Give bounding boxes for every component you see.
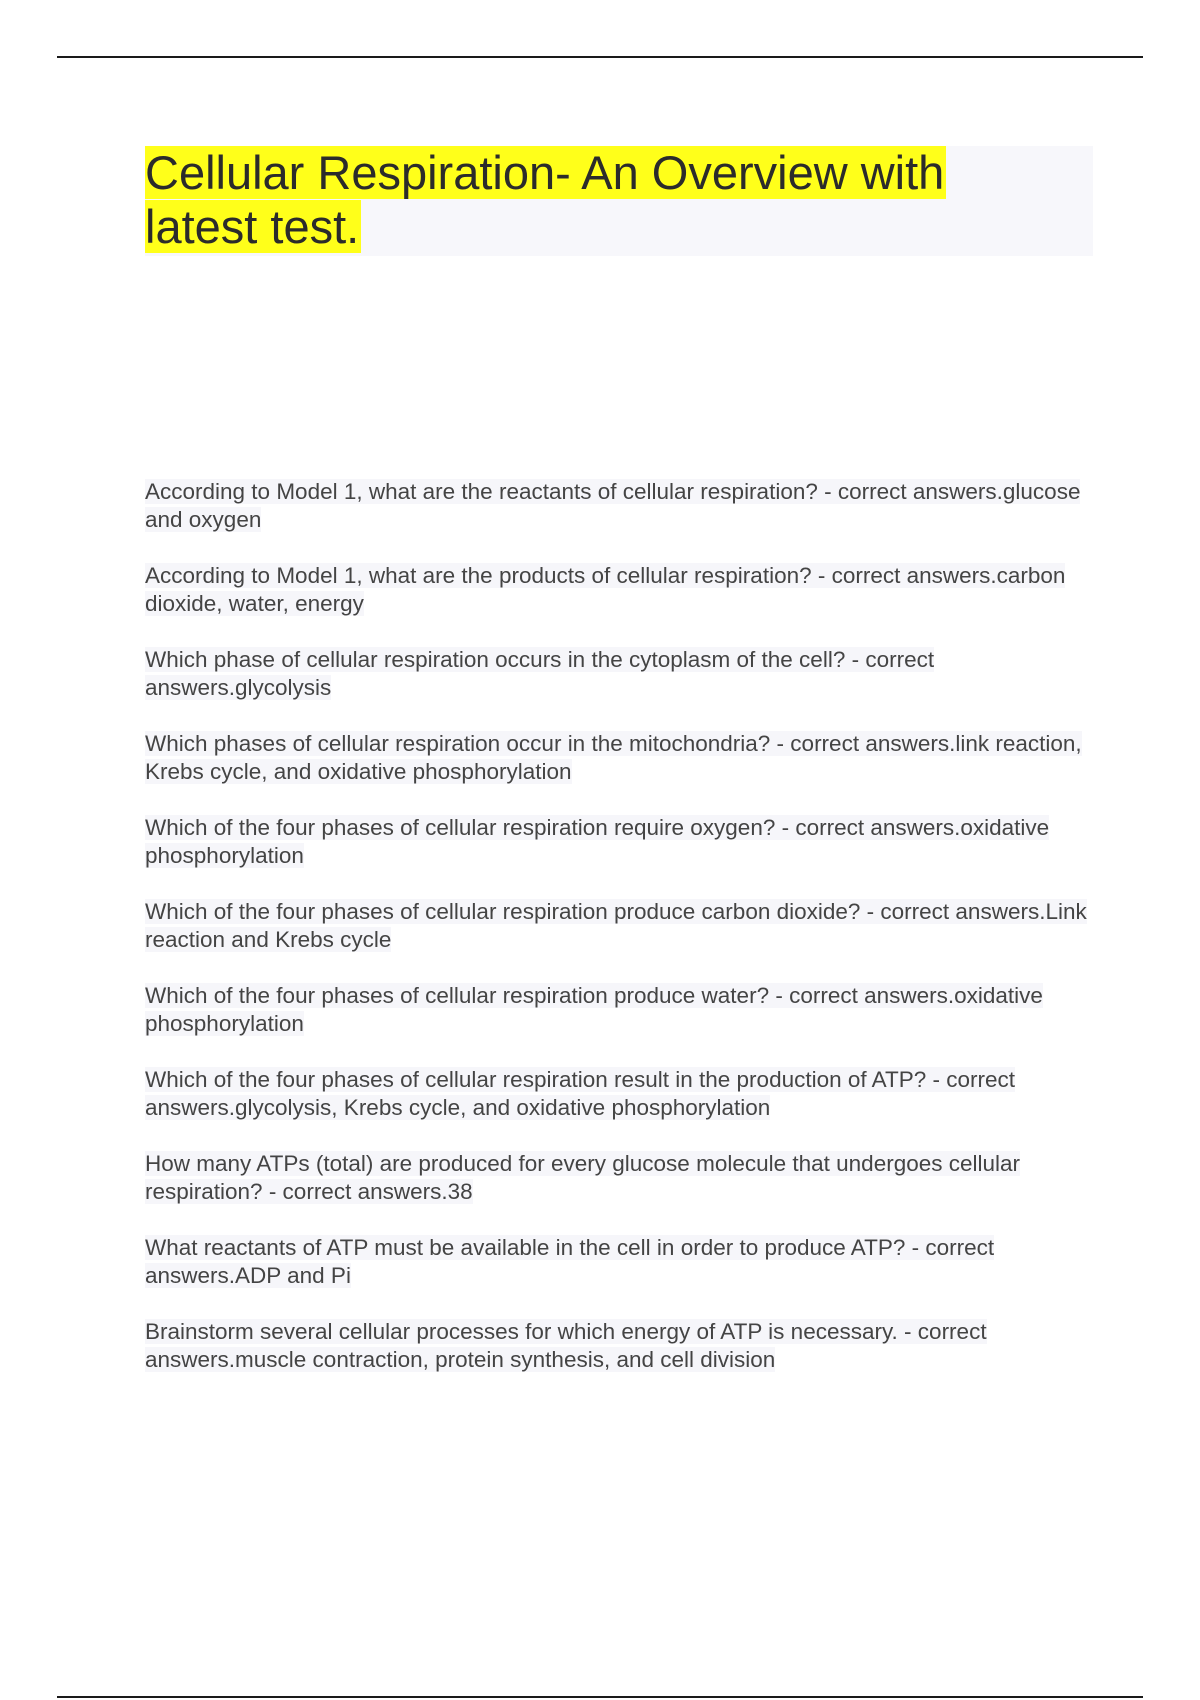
qa-item-2: According to Model 1, what are the products of cellular respiration? - correct answers.carbon dioxide, water, energy <box>145 563 1066 616</box>
title-highlight: Cellular Respiration- An Overview with latest test. <box>145 146 945 253</box>
qa-item-5: Which of the four phases of cellular respiration require oxygen? - correct answers.oxidative phosphorylation <box>145 815 1050 868</box>
qa-item-4: Which phases of cellular respiration occur in the mitochondria? - correct answers.link reaction, Krebs cycle, and oxidative phosphorylation <box>145 731 1082 784</box>
qa-item-8: Which of the four phases of cellular respiration result in the production of ATP? - correct answers.glycolysis, Krebs cycle, and oxidative phosphorylation <box>145 1067 1016 1120</box>
qa-item-11: Brainstorm several cellular processes for which energy of ATP is necessary. - correct answers.muscle contraction, protein synthesis, and cell division <box>145 1319 987 1372</box>
qa-item-6: Which of the four phases of cellular respiration produce carbon dioxide? - correct answers.Link reaction and Krebs cycle <box>145 899 1087 952</box>
qa-item-1: According to Model 1, what are the reactants of cellular respiration? - correct answers.glucose and oxygen <box>145 479 1081 532</box>
bottom-rule <box>57 1696 1143 1698</box>
qa-item-10: What reactants of ATP must be available in the cell in order to produce ATP? - correct answers.ADP and Pi <box>145 1235 995 1288</box>
qa-list <box>145 478 1095 1402</box>
top-rule <box>57 56 1143 58</box>
qa-item-9: How many ATPs (total) are produced for every glucose molecule that undergoes cellular respiration? - correct answers.38 <box>145 1151 1021 1204</box>
qa-item-7: Which of the four phases of cellular respiration produce water? - correct answers.oxidative phosphorylation <box>145 983 1043 1036</box>
qa-item-3: Which phase of cellular respiration occurs in the cytoplasm of the cell? - correct answers.glycolysis <box>145 647 935 700</box>
title-block <box>145 146 1093 256</box>
page-title <box>145 146 1005 254</box>
